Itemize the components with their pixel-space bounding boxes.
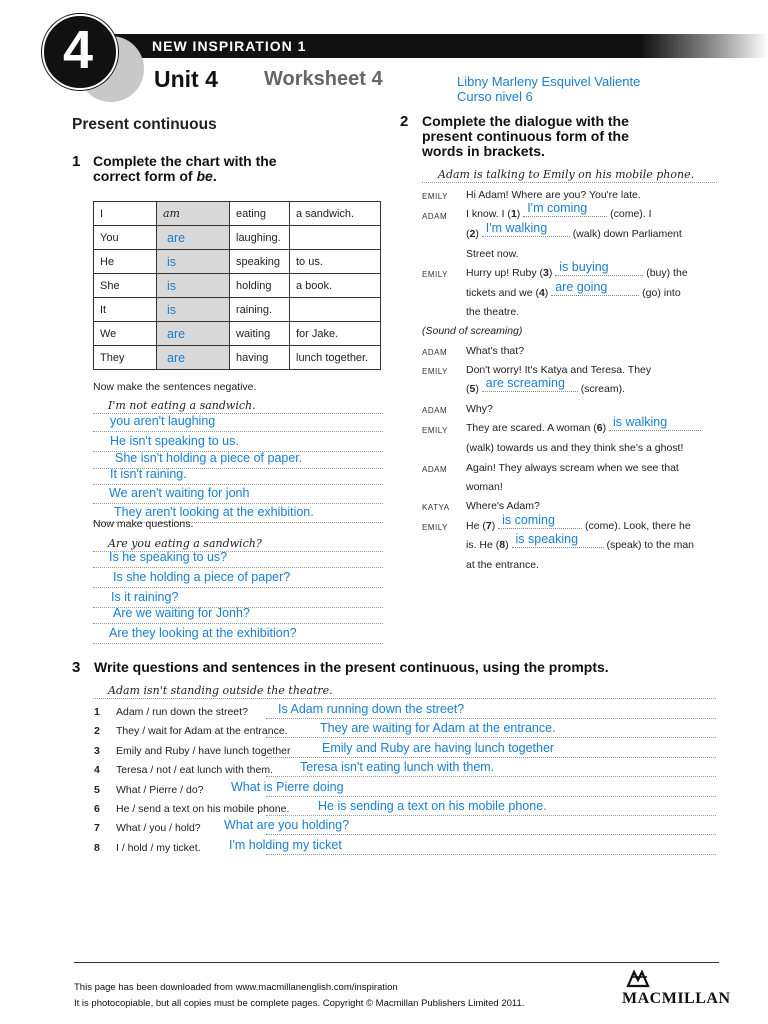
speaker-emily: EMILY — [422, 426, 448, 435]
dialogue-line: (walk) towards us and they think she's a ghost! — [466, 442, 684, 454]
negative-answer[interactable]: We aren't waiting for jonh — [109, 486, 250, 500]
be-chart — [93, 201, 381, 370]
chart-subject: They — [94, 346, 157, 370]
ex3-prompt: What / you / hold? — [116, 822, 201, 834]
chart-verb: eating — [230, 202, 290, 226]
question-instruction: Now make questions. — [93, 518, 194, 530]
negative-instruction: Now make the sentences negative. — [93, 381, 257, 393]
section-title: Present continuous — [72, 116, 217, 133]
chart-object: a sandwich. — [290, 202, 381, 226]
chart-subject: You — [94, 226, 157, 250]
chart-row — [94, 298, 381, 322]
speaker-adam: ADAM — [422, 212, 448, 221]
chart-be-answer[interactable]: is — [157, 250, 230, 274]
question-answer[interactable]: Is she holding a piece of paper? — [113, 570, 291, 584]
chart-verb: speaking — [230, 250, 290, 274]
negative-example: I'm not eating a sandwich. — [108, 399, 256, 412]
ex3-answer[interactable]: Teresa isn't eating lunch with them. — [300, 760, 495, 774]
chart-subject: We — [94, 322, 157, 346]
answer-line — [266, 815, 716, 816]
chart-verb: holding — [230, 274, 290, 298]
ex3-item-number: 7 — [94, 822, 100, 834]
answer-blank[interactable]: I'm walking — [482, 236, 570, 237]
answer-line — [93, 431, 383, 432]
student-name: Libny Marleny Esquivel Valiente — [457, 74, 641, 89]
chart-subject: She — [94, 274, 157, 298]
question-answer[interactable]: Is it raining? — [111, 590, 179, 604]
dialogue-line: tickets and we (4) are going (go) into — [466, 280, 681, 299]
speaker-adam: ADAM — [422, 406, 448, 415]
speaker-emily: EMILY — [422, 367, 448, 376]
ex3-answer[interactable]: Is Adam running down the street? — [278, 702, 465, 716]
student-course: Curso nivel 6 — [457, 89, 533, 104]
dialogue-line: Don't worry! It's Katya and Teresa. They — [466, 364, 652, 376]
series-title: NEW INSPIRATION 1 — [152, 38, 307, 54]
chart-row — [94, 202, 381, 226]
dialogue-line: is. He (8) is speaking (speak) to the man — [466, 532, 694, 551]
answer-line — [266, 737, 716, 738]
chart-be-answer[interactable]: is — [157, 298, 230, 322]
dialogue-scene: Adam is talking to Emily on his mobile phone. — [438, 168, 695, 181]
ex3-item-number: 3 — [94, 745, 100, 757]
chart-row — [94, 274, 381, 298]
question-answer[interactable]: Are they looking at the exhibition? — [109, 626, 297, 640]
ex3-item-number: 1 — [94, 706, 100, 718]
answer-line — [266, 757, 716, 758]
answer-line — [266, 854, 716, 855]
chart-subject: It — [94, 298, 157, 322]
answer-line — [93, 623, 383, 624]
answer-line — [93, 503, 383, 504]
ex3-answer[interactable]: I'm holding my ticket — [229, 838, 342, 852]
chart-row — [94, 226, 381, 250]
dialogue-line: I know. I (1) I'm coming (come). I — [466, 201, 652, 220]
dialogue-line: He (7) is coming (come). Look, there he — [466, 513, 691, 532]
dialogue-line: the theatre. — [466, 306, 520, 318]
question-answer[interactable]: Is he speaking to us? — [109, 550, 228, 564]
answer-blank[interactable]: are going — [551, 295, 639, 296]
answer-line — [266, 718, 716, 719]
ex3-prompt: They / wait for Adam at the entrance. — [116, 725, 288, 737]
ex3-item-number: 5 — [94, 784, 100, 796]
chart-object — [290, 226, 381, 250]
ex3-prompt: I / hold / my ticket. — [116, 842, 201, 854]
chart-be-answer[interactable]: are — [157, 322, 230, 346]
chart-subject: I — [94, 202, 157, 226]
ex2-number: 2 — [400, 113, 409, 130]
negative-answer[interactable]: They aren't looking at the exhibition. — [114, 505, 314, 519]
chart-be-answer[interactable]: are — [157, 346, 230, 370]
chart-be-answer[interactable]: are — [157, 226, 230, 250]
chart-row — [94, 322, 381, 346]
speaker-emily: EMILY — [422, 270, 448, 279]
chart-object: a book. — [290, 274, 381, 298]
chart-row — [94, 250, 381, 274]
dialogue-line: Again! They always scream when we see that — [466, 462, 679, 474]
ex3-number: 3 — [72, 659, 81, 676]
answer-line — [93, 698, 716, 699]
dialogue-line: Where's Adam? — [466, 500, 540, 512]
ex1-instruction: 1 Complete the chart with the correct form of be. — [72, 153, 277, 184]
question-example: Are you eating a sandwich? — [108, 537, 262, 550]
ex3-example: Adam isn't standing outside the theatre. — [108, 684, 333, 697]
ex3-prompt: Adam / run down the street? — [116, 706, 248, 718]
speaker-katya: KATYA — [422, 503, 450, 512]
speaker-adam: ADAM — [422, 465, 448, 474]
ex3-item-number: 8 — [94, 842, 100, 854]
dialogue-line: What's that? — [466, 345, 525, 357]
chart-be-answer[interactable]: is — [157, 274, 230, 298]
chart-verb: laughing. — [230, 226, 290, 250]
footer-divider — [74, 962, 719, 963]
answer-blank[interactable]: are screaming — [482, 391, 578, 392]
ex3-item-number: 2 — [94, 725, 100, 737]
student-info — [457, 74, 640, 104]
ex3-instruction: 3 Write questions and sentences in the present continuous, using the prompts. — [72, 659, 609, 676]
chart-be-answer[interactable]: am — [157, 202, 230, 226]
answer-line — [93, 567, 383, 568]
ex3-answer[interactable]: What is Pierre doing — [231, 780, 344, 794]
ex3-answer[interactable]: Emily and Ruby are having lunch together — [322, 741, 555, 755]
chart-subject: He — [94, 250, 157, 274]
unit-title: Unit 4 — [154, 66, 218, 92]
negative-answer[interactable]: you aren't laughing — [110, 414, 216, 428]
answer-line — [93, 643, 383, 644]
ex3-answer[interactable]: What are you holding? — [224, 818, 350, 832]
answer-blank[interactable]: is coming — [498, 528, 582, 529]
answer-line — [266, 834, 716, 835]
chart-object: for Jake. — [290, 322, 381, 346]
dialogue-line: (2) I'm walking (walk) down Parliament — [466, 221, 682, 240]
answer-blank[interactable]: is speaking — [512, 547, 604, 548]
sound-effect: (Sound of screaming) — [422, 325, 523, 337]
worksheet-title: Worksheet 4 — [264, 68, 383, 90]
answer-line — [266, 796, 716, 797]
ex3-item-number: 6 — [94, 803, 100, 815]
chart-verb: waiting — [230, 322, 290, 346]
dialogue-line: They are scared. A woman (6) is walking — [466, 422, 701, 435]
answer-line — [422, 182, 717, 183]
ex1-instruction-line1: Complete the chart with the — [93, 153, 277, 169]
dialogue-line: Hi Adam! Where are you? You're late. — [466, 189, 641, 201]
macmillan-logo-icon — [626, 968, 652, 988]
unit-badge-number: 4 — [62, 20, 94, 80]
ex3-item-number: 4 — [94, 764, 100, 776]
answer-line — [266, 776, 716, 777]
dialogue-line: Street now. — [466, 248, 519, 260]
answer-line — [93, 484, 383, 485]
negative-answer[interactable]: He isn't speaking to us. — [110, 434, 239, 448]
chart-verb: raining. — [230, 298, 290, 322]
ex3-prompt: What / Pierre / do? — [116, 784, 204, 796]
ex3-prompt: Teresa / not / eat lunch with them. — [116, 764, 273, 776]
chart-row — [94, 346, 381, 370]
dialogue-line: at the entrance. — [466, 559, 539, 571]
speaker-emily: EMILY — [422, 192, 448, 201]
dialogue-line: Hurry up! Ruby (3) is buying (buy) the — [466, 260, 688, 279]
footer — [74, 980, 524, 1012]
ex1-number: 1 — [72, 153, 81, 170]
footer-line2: It is photocopiable, but all copies must be complete pages. Copyright © Macmillan Publishers Limited 2011. — [74, 998, 525, 1009]
publisher-logo: MACMILLAN — [622, 990, 731, 1007]
ex3-answer[interactable]: He is sending a text on his mobile phone. — [318, 799, 547, 813]
chart-verb: having — [230, 346, 290, 370]
negative-answer[interactable]: It isn't raining. — [110, 467, 187, 481]
ex3-answer[interactable]: They are waiting for Adam at the entrance. — [320, 721, 556, 735]
chart-object: lunch together. — [290, 346, 381, 370]
question-answer[interactable]: Are we waiting for Jonh? — [113, 606, 250, 620]
ex3-prompt: Emily and Ruby / have lunch together — [116, 745, 291, 757]
answer-blank[interactable]: I'm coming — [523, 216, 607, 217]
negative-answer[interactable]: She isn't holding a piece of paper. — [115, 451, 303, 465]
answer-line — [93, 587, 383, 588]
ex3-prompt: He / send a text on his mobile phone. — [116, 803, 290, 815]
dialogue-line: (5) are screaming (scream). — [466, 376, 626, 395]
footer-line1: This page has been downloaded from www.macmillanenglish.com/inspiration — [74, 982, 398, 993]
chart-object — [290, 298, 381, 322]
ex2-instruction: 2 Complete the dialogue with the present continuous form of the words in brackets. — [400, 113, 629, 159]
speaker-adam: ADAM — [422, 348, 448, 357]
dialogue-line: Why? — [466, 403, 493, 415]
dialogue-line: woman! — [466, 481, 503, 493]
chart-object: to us. — [290, 250, 381, 274]
answer-blank[interactable]: is buying — [555, 275, 643, 276]
speaker-emily: EMILY — [422, 523, 448, 532]
answer-blank[interactable]: is walking — [609, 430, 701, 431]
